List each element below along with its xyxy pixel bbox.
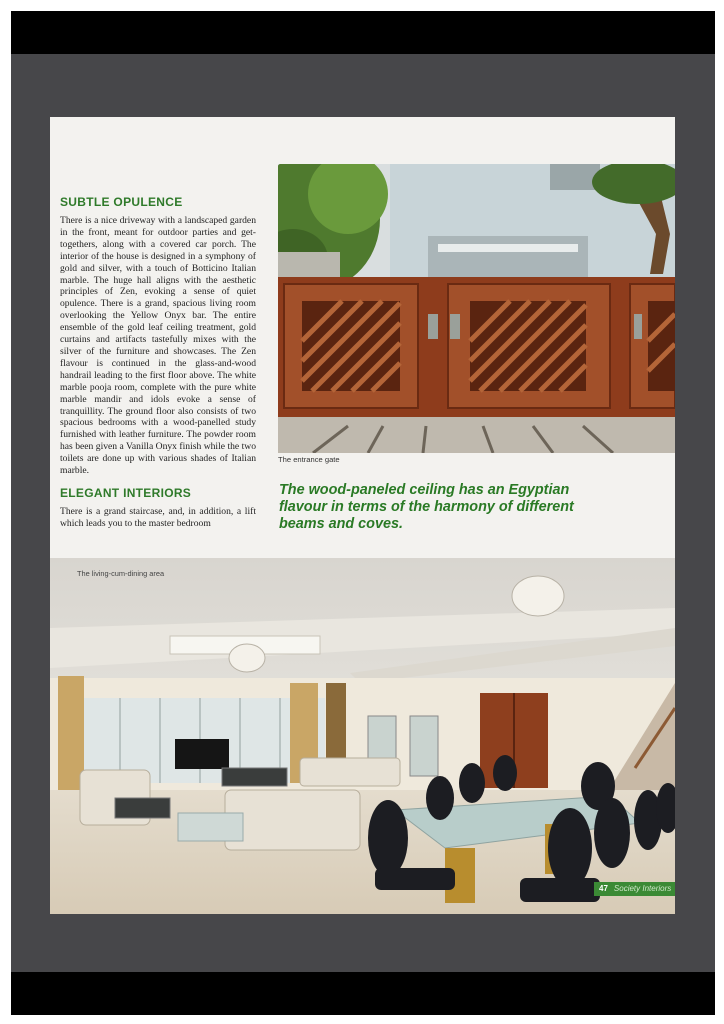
entrance-gate-photo xyxy=(278,164,675,453)
pull-quote: The wood-paneled ceiling has an Egyptian flavour in terms of the harmony of different beams and coves. xyxy=(279,482,574,533)
magazine-name: Society Interiors xyxy=(613,884,672,893)
page-number: 47 xyxy=(599,884,608,893)
text-column xyxy=(60,195,256,539)
entrance-gate-caption: The entrance gate xyxy=(278,455,340,464)
living-dining-caption: The living-cum-dining area xyxy=(77,569,165,578)
page-number-tab xyxy=(594,882,675,896)
living-dining-photo xyxy=(50,558,675,914)
section-heading-elegant-interiors: ELEGANT INTERIORS xyxy=(60,485,192,500)
section-heading-subtle-opulence: SUBTLE OPULENCE xyxy=(60,195,183,209)
scan-border-bottom xyxy=(11,972,715,1015)
magazine-page xyxy=(50,117,675,914)
section-body-elegant-interiors: There is a grand staircase, and, in addition, a lift which leads you to the master bedroom xyxy=(60,505,256,529)
section-body-subtle-opulence: There is a nice driveway with a landscaped garden in the front, meant for outdoor parties and get-togethers, along with a covered car porch. The interior of the house is designed in a symphony of gold and silver, with a touch of Botticino Italian marble. The huge hall aligns with the aesthetic principles of Zen, evoking a sense of quiet opulence. There is a grand, spacious living room overlooking the Yellow Onyx bar. The entire ensemble of the gold leaf ceiling treatment, gold curtains and artifacts tastefully mixes with the silver of the furniture and showcases. The Zen flavour is continued in the glass-and-wood handrail leading to the first floor above. The white marble pooja room, complete with the pure white marble mandir and idols evoke a sense of tranquillity. The ground floor also consists of two spacious bedrooms with a wood-panelled study furnished with leather furniture. The powder room has been given a Vanilla Onyx finish while the two toilets are done up with various shades of Italian marble. xyxy=(60,215,256,477)
scan-border-top xyxy=(11,11,715,54)
